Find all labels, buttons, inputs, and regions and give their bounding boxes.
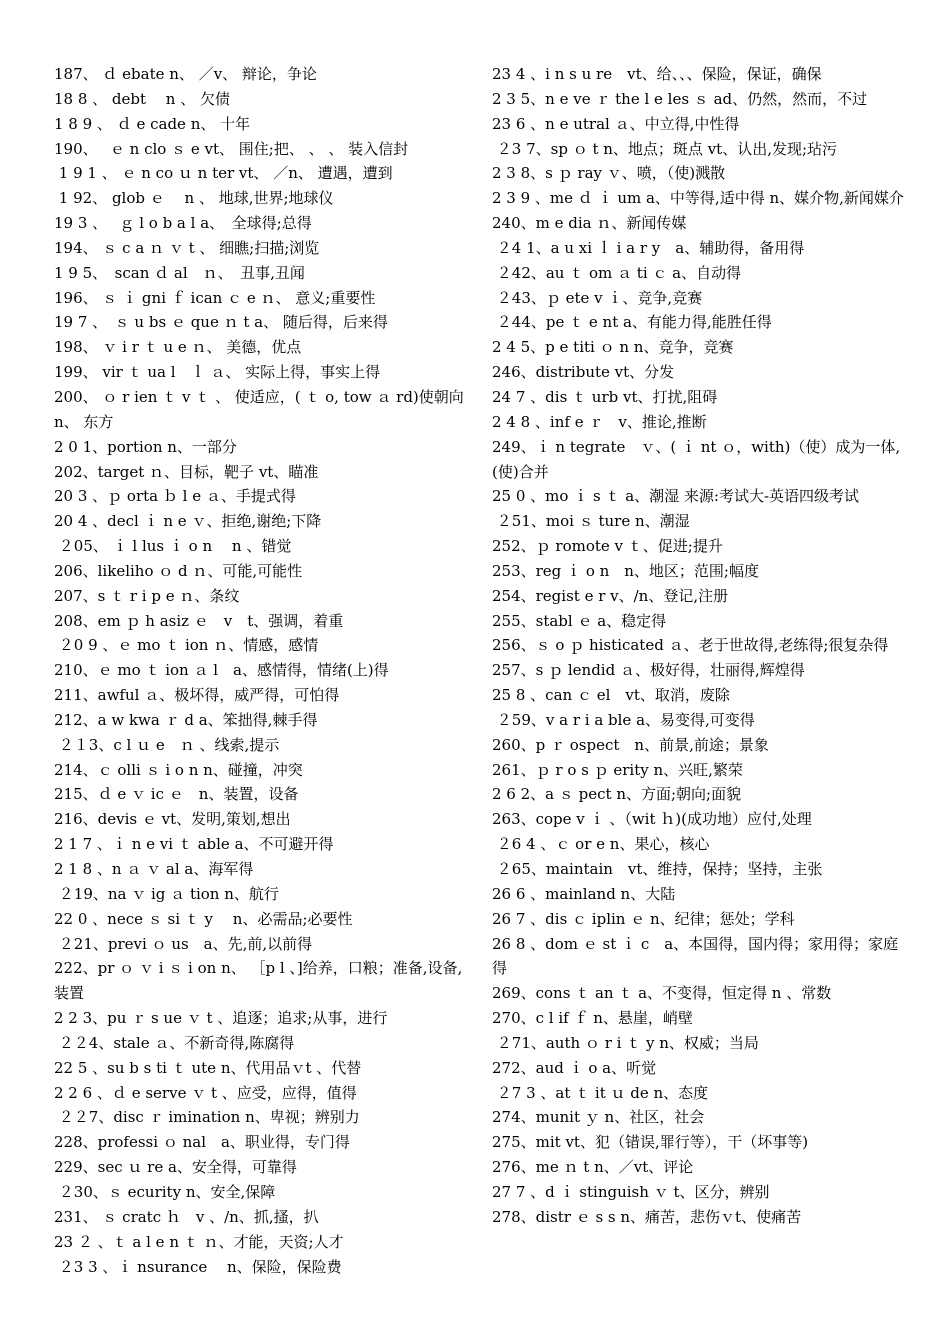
vocab-entry: 2 6 2、a ｓ pect n、方面;朝向;面貌 <box>492 785 742 804</box>
vocab-entry: 18 8 、 debt n 、 欠债 <box>54 89 231 108</box>
vocab-entry: ２3 3 、ｉ nsurance n、保险，保险费 <box>54 1257 342 1276</box>
vocab-entry: 22 5 、su b s ti ｔ ute n、代用品ｖt 、代替 <box>54 1058 362 1077</box>
vocab-entry: 275、mit vt、犯（错误,罪行等），干（坏事等) <box>492 1133 809 1152</box>
vocab-entry: ２43、ｐ ete v ｉ、竞争,竞赛 <box>492 288 703 307</box>
vocab-entry: 26 7 、dis ｃ iplin ｅ n、纪律；惩处；学科 <box>492 909 795 928</box>
vocab-entry: 214、ｃ olli ｓ i o n n、碰撞，冲突 <box>54 760 303 779</box>
vocab-entry: 2 3 9 、me ｄ ｉ um a、中等得,适中得 n、媒介物,新闻媒介 <box>492 189 904 208</box>
vocab-entry: ２65、maintain vt、维持，保持；坚持，主张 <box>492 860 823 878</box>
vocab-entry: ２19、na ｖ ig ａ tion n、航行 <box>54 884 279 903</box>
vocab-entry: 212、a w kwa ｒ d a、笨拙得,棘手得 <box>54 710 318 729</box>
vocab-entry: 222、pr ｏ ｖ i ｓ i on n、 ［p l 、]给养，口粮；准备,设备,装置 <box>54 959 463 1003</box>
vocab-entry: ２51、moi ｓ ture n、潮湿 <box>492 512 690 531</box>
vocab-entry: 274、munit ｙ n、社区，社会 <box>492 1108 705 1127</box>
vocab-entry: 215、ｄ e ｖ ic ｅ n、装置，设备 <box>54 785 299 804</box>
vocab-entry: 257、s ｐ lendid ａ、极好得，壮丽得,辉煌得 <box>492 661 805 680</box>
vocab-entry: 196、 ｓ ｉ gni ｆ ican ｃ e ｎ、 意义;重要性 <box>54 288 376 307</box>
vocab-entry: ２6 4 、ｃ or e n、果心，核心 <box>492 835 710 854</box>
vocab-entry: 2 0 1、portion n、一部分 <box>54 437 237 456</box>
vocab-entry: 25 0 、mo ｉ s ｔ a、潮湿 来源:考试大-英语四级考试 <box>492 487 860 506</box>
vocab-entry: 190、 ｅ n clo ｓ e vt、 围住;把、 、 、 装入信封 <box>54 139 409 158</box>
vocab-entry: 19 7 、 ｓ u bs ｅ que ｎ t a、 随后得，后来得 <box>54 313 388 332</box>
vocab-entry: ２3 7、sp ｏ t n、地点；斑点 vt、认出,发现;玷污 <box>492 139 838 158</box>
vocab-entry: 20 3 、ｐ orta ｂ l e ａ、手提式得 <box>54 487 296 506</box>
vocab-entry: 24 7 、dis ｔ urb vt、打扰,阻碍 <box>492 387 718 406</box>
vocab-entry: 200、 ｏ r ien ｔ v ｔ 、 使适应，( ｔ o, tow ａ rd)使朝向 n、 东方 <box>54 387 469 431</box>
vocab-entry: 1 9 5、 scan ｄ al ｎ、 丑事,丑闻 <box>54 263 305 282</box>
vocab-entry: ２7 3 、at ｔ it ｕ de n、态度 <box>492 1083 709 1102</box>
vocab-entry: 187、 ｄ ebate n、 ／v、 辩论，争论 <box>54 65 317 83</box>
vocab-entry: 261、ｐ r o s ｐ erity n、兴旺,繁荣 <box>492 760 743 779</box>
vocab-entry: 1 92、 glob ｅ n 、 地球,世界;地球仪 <box>54 189 334 208</box>
vocab-entry: 254、regist e r v、/n、登记,注册 <box>492 586 729 605</box>
vocab-entry: 20 4 、decl ｉ n e ｖ、拒绝,谢绝;下降 <box>54 512 322 531</box>
vocab-entry: 23 6 、n e utral ａ、中立得,中性得 <box>492 114 740 133</box>
vocab-entry: 240、m e dia ｎ、新闻传媒 <box>492 214 687 233</box>
vocab-entry: 276、me ｎ t n、／vt、评论 <box>492 1158 694 1177</box>
vocab-entry: 199、 vir ｔ ua l ｌ ａ、 实际上得，事实上得 <box>54 363 381 382</box>
vocab-entry: 249、ｉ n tegrate ｖ、( ｉ nt ｏ，with)（使）成为一体,(使)合并 <box>492 437 901 481</box>
vocab-entry: 252、ｐ romote v ｔ、促进;提升 <box>492 537 723 556</box>
vocab-entry: 229、sec ｕ re a、安全得，可靠得 <box>54 1158 297 1177</box>
vocab-entry: 1 9 1 、 ｅ n co ｕ n ter vt、 ／n、 遭遇，遭到 <box>54 164 393 183</box>
vocab-entry: 208、em ｐ h asiz ｅ v t、强调，着重 <box>54 611 344 630</box>
vocab-entry: 2 2 3、pu ｒ s ue ｖ t 、追逐；追求;从事，进行 <box>54 1009 388 1028</box>
vocab-entry: 231、 ｓ cratc ｈ v 、/n、抓,搔，扒 <box>54 1207 319 1226</box>
vocab-entry: 194、 ｓ c a ｎ ｖ t 、 细瞧;扫描;浏览 <box>54 238 320 257</box>
vocab-entry: 2 4 5、p e titi ｏ n n、竞争，竞赛 <box>492 338 734 357</box>
vocab-entry: 263、cope v ｉ 、（wit ｈ)(成功地）应付,处理 <box>492 810 812 829</box>
vocab-entry: 19 3 、 ｇ l o b a l a、 全球得;总得 <box>54 214 312 233</box>
vocab-entry: ２05、 ｉ l lus ｉ o n n 、错觉 <box>54 537 292 556</box>
vocab-entry: 228、professi ｏ nal a、职业得，专门得 <box>54 1133 350 1152</box>
vocab-entry: 278、distr ｅ s s n、痛苦，悲伤ｖt、使痛苦 <box>492 1207 802 1226</box>
vocab-entry: 26 6 、mainland n、大陆 <box>492 884 676 903</box>
vocab-entry: 2 4 8 、inf e ｒ v、推论,推断 <box>492 412 707 431</box>
vocab-entry: 26 8 、dom ｅ st ｉ c a、本国得，国内得；家用得；家庭得 <box>492 934 899 978</box>
vocab-entry: 27 7 、d ｉ stinguish ｖ t、区分，辨别 <box>492 1182 770 1201</box>
vocab-entry: 270、c l if ｆ n、悬崖，峭壁 <box>492 1009 693 1028</box>
vocab-entry: 211、awful ａ、极坏得，威严得，可怕得 <box>54 686 340 705</box>
vocab-entry: ２２4、stale ａ、不新奇得,陈腐得 <box>54 1033 295 1052</box>
vocab-entry: ２44、pe ｔ e nt a、有能力得,能胜任得 <box>492 313 772 332</box>
vocab-entry: 272、aud ｉ o a、听觉 <box>492 1058 657 1077</box>
vocab-entry: 256、ｓ o ｐ histicated ａ、老于世故得,老练得;很复杂得 <box>492 636 889 655</box>
vocab-entry: 2 1 7 、ｉ n e vi ｔ able a、不可避开得 <box>54 835 334 854</box>
vocab-entry: 269、cons ｔ an ｔ a、不变得，恒定得 n 、常数 <box>492 984 832 1003</box>
vocab-entry: 23 4 、i n s u re vt、给、、、保险，保证，确保 <box>492 65 822 83</box>
vocab-entry: 260、p ｒ ospect n、前景,前途；景象 <box>492 735 769 754</box>
vocab-entry: 2 3 5、n e ve ｒ the l e les ｓ ad、仍然，然而，不过 <box>492 89 868 108</box>
vocab-entry: ２２7、disc ｒ imination n、卑视；辨别力 <box>54 1108 360 1127</box>
vocab-entry: ２59、v a r i a ble a、易变得,可变得 <box>492 710 755 729</box>
vocab-entry: ２30、ｓ ecurity n、安全,保障 <box>54 1182 276 1201</box>
vocab-entry: ２42、au ｔ om ａ ti ｃ a、自动得 <box>492 263 742 282</box>
vocab-entry: 1 8 9 、 ｄ e cade n、 十年 <box>54 114 251 133</box>
vocab-entry: 253、reg ｉ o n n、地区；范围;幅度 <box>492 561 759 580</box>
vocab-entry: 206、likeliho ｏ d ｎ、可能,可能性 <box>54 561 303 580</box>
vocab-entry: 22 0 、nece ｓ si ｔ y n、必需品;必要性 <box>54 909 353 928</box>
vocab-entry: 2 3 8、s ｐ ray ｖ、喷，（使)溅散 <box>492 164 726 183</box>
vocab-entry: ２4 1、a u xi ｌ i a r y a、辅助得，备用得 <box>492 238 805 257</box>
vocab-entry: 2 2 6 、ｄ e serve ｖ t 、应受，应得，值得 <box>54 1083 357 1102</box>
vocab-entry: 255、stabl ｅ a、稳定得 <box>492 611 667 630</box>
vocab-entry: 2 1 8 、n ａ ｖ al a、海军得 <box>54 860 254 878</box>
vocab-entry: ２0 9 、ｅ mo ｔ ion ｎ、情感，感情 <box>54 636 319 655</box>
vocab-entry: 25 8 、can ｃ el vt、取消，废除 <box>492 686 730 705</box>
vocab-entry: 246、distribute vt、分发 <box>492 363 675 382</box>
vocab-entry: 23 ２ 、ｔ a l e n ｔ ｎ、才能，天资;人才 <box>54 1232 344 1251</box>
vocab-entry: 202、target ｎ、目标，靶子 vt、瞄准 <box>54 462 319 481</box>
vocab-entry: 198、 ｖ i r ｔ u e ｎ、 美德，优点 <box>54 338 302 357</box>
vocab-entry: 207、s ｔ r i p e ｎ、条纹 <box>54 586 240 605</box>
vocab-entry: 210、ｅ mo ｔ ion ａ l a、感情得，情绪(上)得 <box>54 661 389 680</box>
vocab-entry: ２１3、c l ｕ e ｎ 、线索,提示 <box>54 735 280 754</box>
left-column <box>54 62 469 1279</box>
vocab-entry: ２71、auth ｏ r i ｔ y n、权威；当局 <box>492 1033 759 1052</box>
right-column <box>492 62 904 1230</box>
vocab-entry: 216、devis ｅ vt、发明,策划,想出 <box>54 810 291 829</box>
vocab-entry: ２21、previ ｏ us a、先,前,以前得 <box>54 934 313 953</box>
